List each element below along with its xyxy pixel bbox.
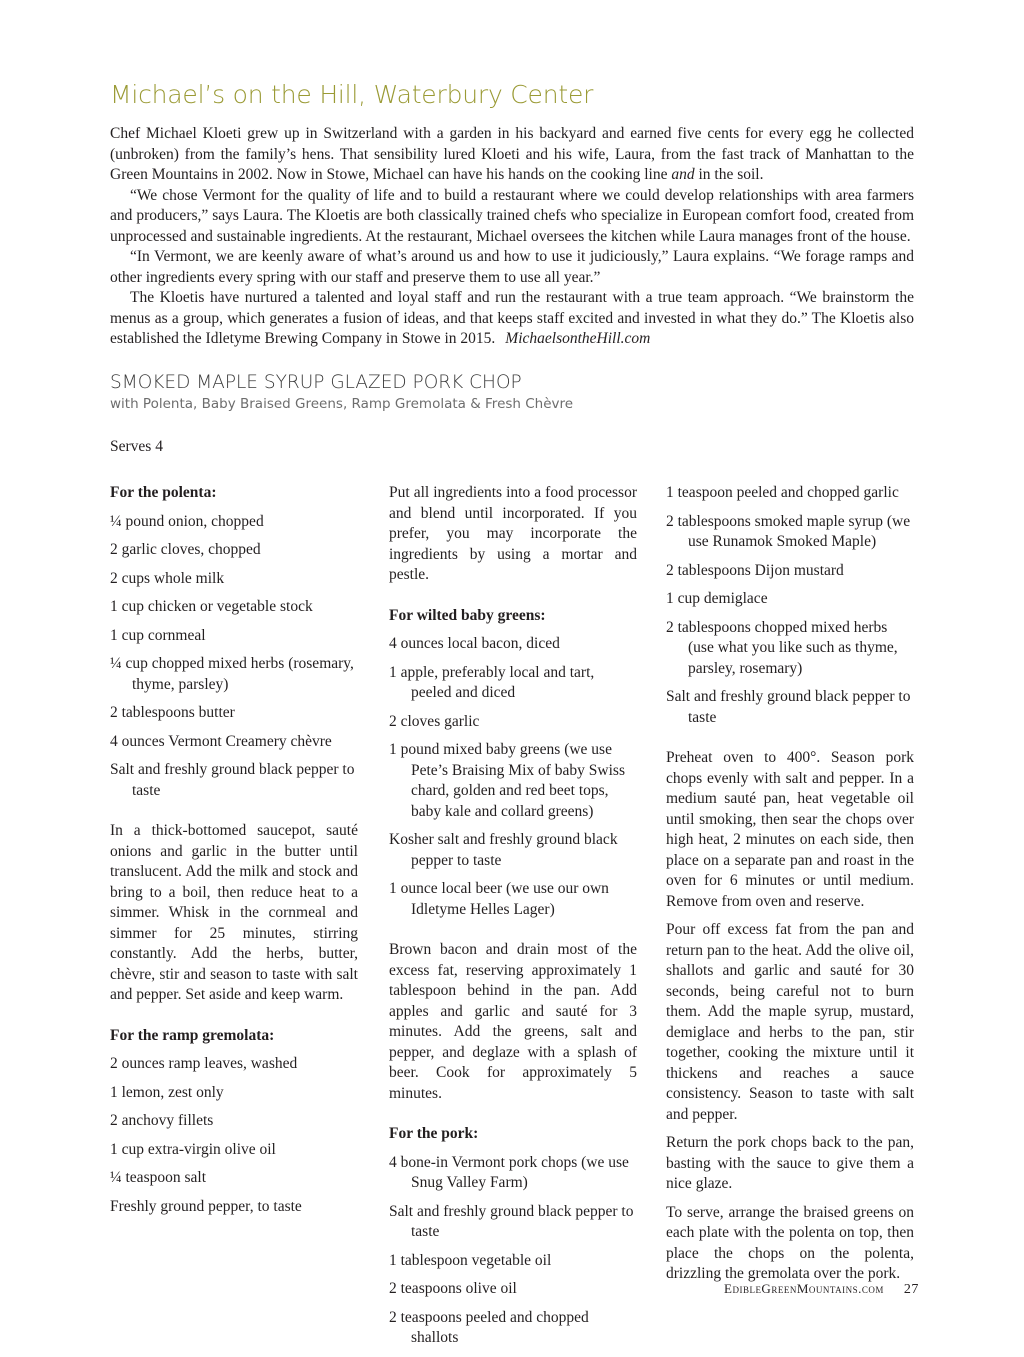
intro-paragraph	[110, 288, 914, 350]
ingredient: 2 garlic cloves, chopped	[110, 541, 261, 558]
intro-p4: The Kloetis have nurtured a talented and loyal staff and run the restaurant with a true team approach. “We brainstorm the menus as a group, which generates a fusion of ideas, and that keeps staff excited and invested in what they do.” The Kloetis also established the Idletyme Brewing Company in Stowe in 2015.	[110, 289, 914, 347]
polenta-method: In a thick-bottomed saucepot, sauté onions and garlic in the butter until translucent. Add the milk and stock and bring to a boil, then reduce heat to a simmer. Whisk in the cornmeal and simmer for 25 minutes, stirring constantly. Add the herbs, butter, chèvre, stir and season to taste with salt and pepper. Set aside and keep warm.	[110, 822, 358, 1003]
pork-method-step: Preheat oven to 400°. Season pork chops evenly with salt and pepper. In a medium sauté pan, heat vegetable oil until smoking, then sear the chops over high heat, 2 minutes on each side, then place on a separate pan and roast in the oven for 6 minutes or until medium. Remove from oven and reserve.	[666, 749, 914, 910]
serves-count: Serves 4	[110, 438, 163, 455]
ingredient: ¼ pound onion, chopped	[110, 512, 264, 530]
recipe-title: SMOKED MAPLE SYRUP GLAZED PORK CHOP	[110, 372, 522, 393]
ingredient: 1 cup demiglace	[666, 590, 768, 607]
ingredient: 2 tablespoons butter	[110, 704, 235, 721]
ingredient: 1 teaspoon peeled and chopped garlic	[666, 484, 899, 501]
intro-paragraph: “In Vermont, we are keenly aware of what’s around us and how to use it judiciously,” Laura explains. “We forage ramps and other ingredients every spring with our staff and preserve them to use all year.”	[110, 248, 914, 286]
page-footer	[724, 1281, 919, 1298]
ingredient: Salt and freshly ground black pepper to taste	[666, 688, 911, 726]
intro-paragraph	[110, 124, 914, 186]
ingredient: 1 lemon, zest only	[110, 1083, 224, 1101]
ingredient: 2 anchovy fillets	[110, 1112, 214, 1129]
intro-paragraph: “We chose Vermont for the quality of life and to build a restaurant where we could develop relationships with area farmers and producers,” says Laura. The Kloetis are both classically trained chefs who specialize in European comfort food, created from unprocessed and sustainable ingredients. At the restaurant, Michael oversees the kitchen while Laura manages front of the house.	[110, 186, 914, 245]
restaurant-title: Michael’s on the Hill, Waterbury Center	[110, 80, 594, 109]
ingredient: 2 teaspoons olive oil	[389, 1280, 517, 1297]
ingredient: 1 cup extra-virgin olive oil	[110, 1140, 276, 1158]
spacer	[389, 928, 637, 940]
ingredient: 4 ounces local bacon, diced	[389, 635, 560, 652]
intro-text	[110, 124, 914, 350]
section-heading-pork: For the pork:	[389, 1125, 479, 1142]
ingredient: 2 cups whole milk	[110, 569, 225, 587]
ingredient: 4 bone-in Vermont pork chops (we use Snug Valley Farm)	[389, 1153, 629, 1191]
ingredient: 1 cup chicken or vegetable stock	[110, 598, 313, 615]
ingredient: 2 tablespoons Dijon mustard	[666, 561, 844, 579]
spacer	[110, 809, 358, 821]
recipe-column-3	[666, 483, 914, 1293]
recipe-subtitle: with Polenta, Baby Braised Greens, Ramp Gremolata & Fresh Chèvre	[110, 396, 574, 412]
section-heading-polenta: For the polenta:	[110, 484, 217, 501]
ingredient: 2 ounces ramp leaves, washed	[110, 1055, 298, 1072]
ingredient: Salt and freshly ground black pepper to taste	[110, 761, 355, 799]
ingredient: 1 pound mixed baby greens (we use Pete’s Braising Mix of baby Swiss chard, golden and red beet tops, baby kale and collard greens)	[389, 741, 625, 820]
pork-method-step: To serve, arrange the braised greens on each plate with the polenta on top, then place the chops on the polenta, drizzling the gremolata over the pork.	[666, 1203, 914, 1282]
spacer	[666, 736, 914, 748]
ingredient: ¼ teaspoon salt	[110, 1169, 206, 1186]
ingredient: 2 tablespoons chopped mixed herbs (use what you like such as thyme, parsley, rosemary)	[666, 618, 898, 677]
spacer	[389, 1112, 637, 1124]
intro-p1-end: in the soil.	[694, 166, 764, 183]
intro-p1: Chef Michael Kloeti grew up in Switzerland with a garden in his backyard and earned five cents for every egg he collected (unbroken) from the family’s hens. That sensibility lured Kloeti and his wife, Laura, from the fast track of Manhattan to the Green Mountains in 2002. Now in Stowe, Michael can have his hands on the cooking line	[110, 125, 914, 183]
ingredient: Kosher salt and freshly ground black pepper to taste	[389, 831, 618, 869]
ingredient: 4 ounces Vermont Creamery chèvre	[110, 732, 332, 750]
section-heading-greens: For wilted baby greens:	[389, 606, 546, 624]
section-heading-gremolata: For the ramp gremolata:	[110, 1026, 275, 1044]
intro-p1-emphasis: and	[671, 166, 695, 183]
ingredient: ¼ cup chopped mixed herbs (rosemary, thyme, parsley)	[110, 655, 354, 693]
ingredient: Freshly ground pepper, to taste	[110, 1197, 302, 1215]
ingredient: 2 cloves garlic	[389, 712, 480, 730]
gremolata-method: Put all ingredients into a food processor and blend until incorporated. If you prefer, you may incorporate the ingredients by using a mortar and pestle.	[389, 484, 637, 583]
ingredient: Salt and freshly ground black pepper to taste	[389, 1202, 634, 1240]
greens-method: Brown bacon and drain most of the excess fat, reserving approximately 1 tablespoon behind in the pan. Add apples and garlic and sauté for 3 minutes. Add the greens, salt and pepper, and deglaze with a splash of beer. Cook for approximately 5 minutes.	[389, 941, 637, 1102]
page-number: 27	[903, 1282, 919, 1297]
restaurant-url[interactable]: MichaelsontheHill.com	[505, 330, 651, 347]
pork-method-step: Return the pork chops back to the pan, basting with the sauce to give them a nice glaze.	[666, 1134, 914, 1192]
ingredient: 2 tablespoons smoked maple syrup (we use Runamok Smoked Maple)	[666, 512, 911, 550]
footer-website[interactable]: EdibleGreenMountains.com	[724, 1281, 884, 1296]
spacer	[389, 594, 637, 606]
ingredient: 1 ounce local beer (we use our own Idletyme Helles Lager)	[389, 880, 609, 918]
ingredient: 1 apple, preferably local and tart, peeled and diced	[389, 663, 595, 701]
pork-method-step: Pour off excess fat from the pan and return pan to the heat. Add the olive oil, shallots and garlic and sauté for 30 seconds, being careful not to burn them. Add the maple syrup, mustard, demiglace and herbs to the pan, stir together, cooking the mixture until it thickens and reaches a sauce consistency. Season to taste with salt and pepper.	[666, 921, 914, 1123]
recipe-column-2	[389, 483, 637, 1357]
ingredient: 2 teaspoons peeled and chopped shallots	[389, 1308, 589, 1346]
ingredient: 1 tablespoon vegetable oil	[389, 1251, 552, 1269]
spacer	[110, 1014, 358, 1026]
ingredient: 1 cup cornmeal	[110, 626, 206, 644]
recipe-column-1	[110, 483, 358, 1225]
